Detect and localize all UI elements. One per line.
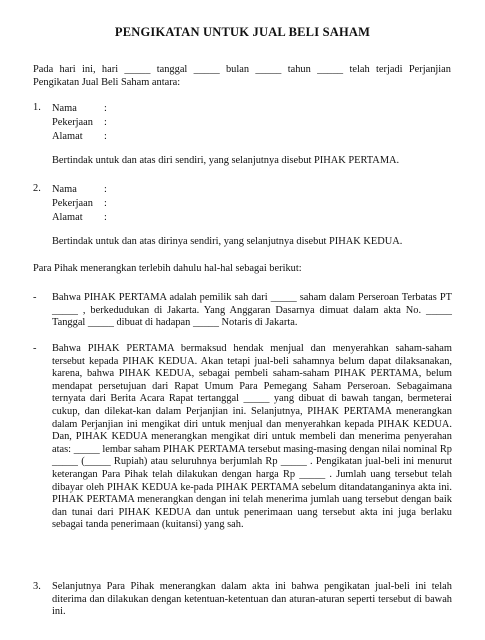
point-1-marker: - [33, 292, 37, 303]
point-2-text: Bahwa PIHAK PERTAMA bermaksud hendak menjual dan menyerahkan saham-saham tersebut kepada PIHAK KEDUA. Akan tetapi jual-beli sahamnya belum dapat dilaksanakan, karena, bahwa PIHAK KEDUA, sebagai pembeli saham-saham PIHAK PERTAMA, belum mendapat persetujuan dari Rapat Umum Para Pemegang Saham Perseroan. Sebagaimana ternyata dari Berita Acara Rapat tertanggal _____ yang dibuat di bawah tangan, bermeterai cukup, dan dilekat-kan dalam Perjanjian ini. Selanjutnya, PIHAK PERTAMA menerangkan dalam Perjanjian ini mengikat diri untuk menjual dan menyerahkan kepada PIHAK KEDUA. Dan, PIHAK KEDUA menerangkan mengikat diri untuk membeli dan menerima penyerahan atas: _____ lembar saham PIHAK PERTAMA tersebut masing-masing dengan nilai nominal Rp _____ (_____ Rupiah) atau seluruhnya berjumlah Rp _____ . Pengikatan jual-beli ini menurut keterangan Para Pihak telah dilakukan dengan harga Rp _____ . Jumlah uang tersebut telah dibayar oleh PIHAK KEDUA ke-pada PIHAK PERTAMA sebelum ditandatanganinya akta ini. PIHAK PERTAMA menerangkan dengan ini telah menerima jumlah uang tersebut dengan baik dan tunai dari PIHAK KEDUA dan untuk penerimaan uang tersebut akta ini juga berlaku sebagai tanda penerimaan (kuitansi) yang sah. [52, 343, 452, 531]
closing-text: Selanjutnya Para Pihak menerangkan dalam akta ini bahwa pengikatan jual-beli ini telah diterima dan dilakukan dengan ketentuan-ketentuan dan aturan-aturan seperti tersebut di bawah ini. [52, 581, 452, 618]
party-2-job-label: Pekerjaan [52, 198, 93, 209]
party-1-job-colon: : [104, 117, 107, 128]
party-1-statement: Bertindak untuk dan atas diri sendiri, yang selanjutnya disebut PIHAK PERTAMA. [52, 155, 400, 166]
party-2-address-colon: : [104, 212, 107, 223]
party-1-name-colon: : [104, 103, 107, 114]
party-1-job-label: Pekerjaan [52, 117, 93, 128]
preamble-paragraph: Para Pihak menerangkan terlebih dahulu hal-hal sebagai berikut: [33, 263, 302, 274]
party-1-address-colon: : [104, 131, 107, 142]
party-2-name-colon: : [104, 184, 107, 195]
intro-paragraph: Pada hari ini, hari _____ tanggal _____ bulan _____ tahun _____ telah terjadi Perjanjian Pengikatan Jual Beli Saham antara: [33, 64, 451, 88]
document-title: PENGIKATAN UNTUK JUAL BELI SAHAM [114, 25, 371, 39]
party-1-name-label: Nama [52, 103, 77, 114]
party-2-number: 2. [33, 183, 41, 194]
point-1-text: Bahwa PIHAK PERTAMA adalah pemilik sah dari _____ saham dalam Perseroan Terbatas PT _____ , berkedudukan di Jakarta. Yang Anggaran Dasarnya dimuat dalam akta No. _____ Tanggal _____ dibuat di hadapan _____ Notaris di Jakarta. [52, 292, 452, 329]
party-2-job-colon: : [104, 198, 107, 209]
party-1-address-label: Alamat [52, 131, 83, 142]
party-2-name-label: Nama [52, 184, 77, 195]
party-1-number: 1. [33, 102, 41, 113]
party-2-statement: Bertindak untuk dan atas dirinya sendiri, yang selanjutnya disebut PIHAK KEDUA. [52, 236, 403, 247]
party-2-address-label: Alamat [52, 212, 83, 223]
point-2-marker: - [33, 343, 37, 354]
closing-number: 3. [33, 581, 41, 592]
